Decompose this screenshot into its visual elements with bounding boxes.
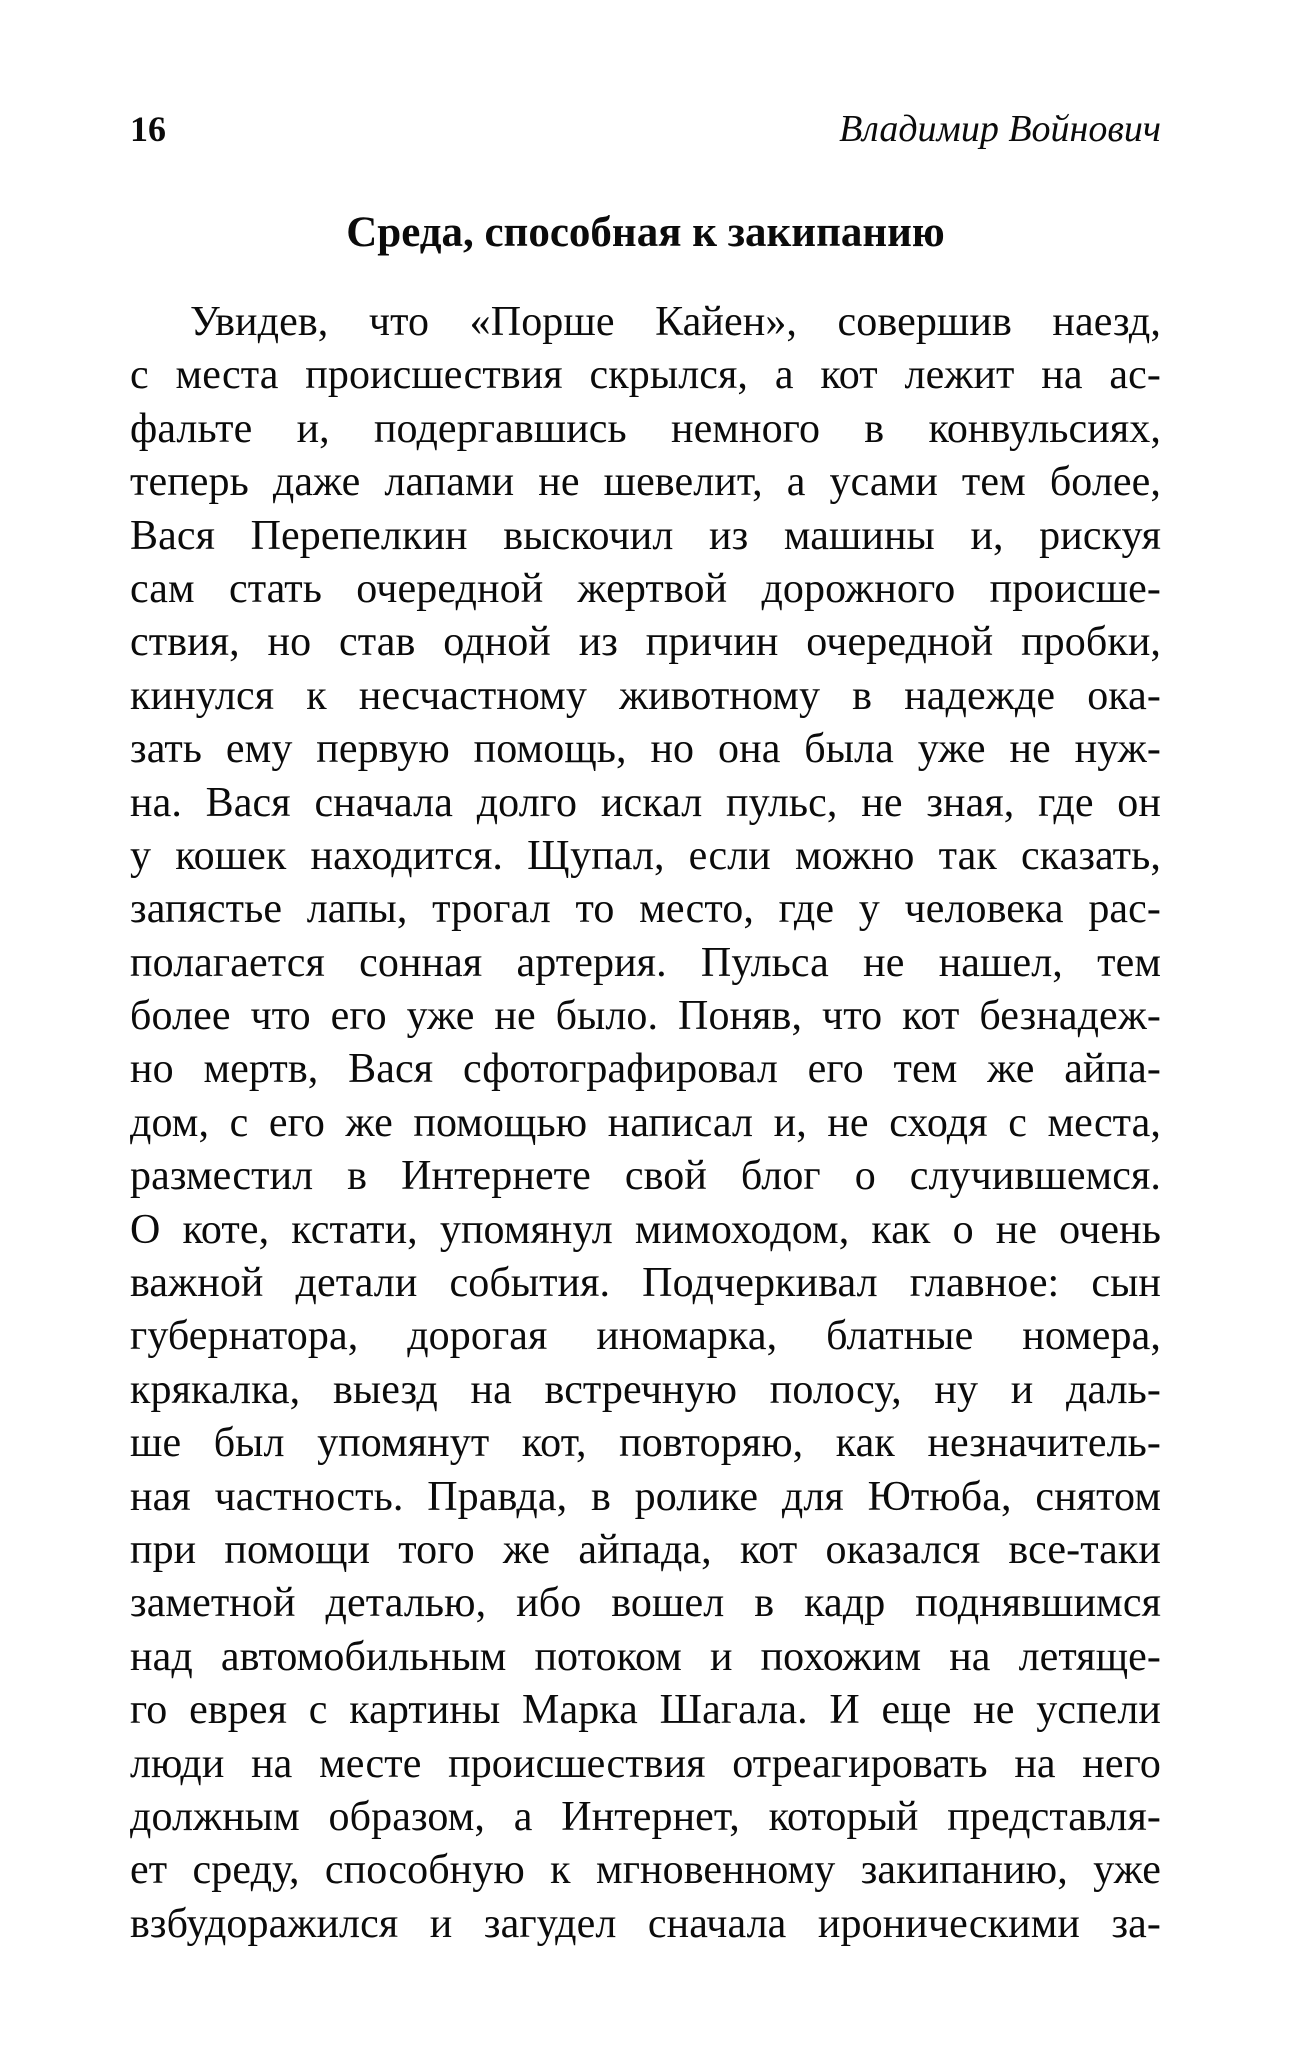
text-line: должным образом, а Интернет, который представля-	[130, 1793, 1161, 1840]
body-text	[130, 296, 1161, 1951]
running-author: Владимир Войнович	[839, 108, 1161, 150]
text-line: ная частность. Правда, в ролике для Ютюба, снятом	[130, 1473, 1161, 1520]
text-line: сам стать очередной жертвой дорожного происше-	[130, 565, 1161, 612]
text-line: кинулся к несчастному животному в надежде ока-	[130, 672, 1161, 719]
running-header	[130, 104, 1161, 154]
text-line: но мертв, Вася сфотографировал его тем же айпа-	[130, 1046, 1161, 1093]
text-line: го еврея с картины Марка Шагала. И еще не успели	[130, 1687, 1161, 1734]
text-line: зать ему первую помощь, но она была уже не нуж-	[130, 726, 1161, 773]
text-line: люди на месте происшествия отреагировать на него	[130, 1740, 1161, 1787]
text-line: у кошек находится. Щупал, если можно так сказать,	[130, 832, 1161, 879]
text-line: с места происшествия скрылся, а кот лежит на ас-	[130, 352, 1161, 399]
text-line: губернатора, дорогая иномарка, блатные номера,	[130, 1313, 1161, 1360]
text-line: крякалка, выезд на встречную полосу, ну и даль-	[130, 1366, 1161, 1413]
text-line: Увидев, что «Порше Кайен», совершив наезд,	[190, 299, 1161, 345]
text-line: фальте и, подергавшись немного в конвульсиях,	[130, 405, 1161, 452]
text-line: заметной деталью, ибо вошел в кадр поднявшимся	[130, 1580, 1161, 1627]
text-line: более что его уже не было. Поняв, что кот безнадеж-	[130, 993, 1161, 1040]
text-line: при помощи того же айпада, кот оказался все-таки	[130, 1526, 1161, 1573]
text-line: ет среду, способную к мгновенному закипанию, уже	[130, 1847, 1161, 1894]
text-line: запястье лапы, трогал то место, где у человека рас-	[130, 886, 1161, 933]
text-line: на. Вася сначала долго искал пульс, не зная, где он	[130, 779, 1161, 826]
text-line: над автомобильным потоком и похожим на летяще-	[130, 1633, 1161, 1680]
chapter-title: Среда, способная к закипанию	[346, 209, 945, 256]
text-line: Вася Перепелкин выскочил из машины и, рискуя	[130, 512, 1161, 559]
text-line: разместил в Интернете свой блог о случившемся.	[130, 1153, 1161, 1200]
page-number: 16	[130, 109, 166, 149]
text-line: взбудоражился и загудел сначала ироническими за-	[130, 1900, 1161, 1947]
text-line: полагается сонная артерия. Пульса не нашел, тем	[130, 939, 1161, 986]
text-line: ствия, но став одной из причин очередной пробки,	[130, 619, 1161, 666]
text-line: теперь даже лапами не шевелит, а усами тем более,	[130, 459, 1161, 506]
text-line: ше был упомянут кот, повторяю, как незначитель-	[130, 1420, 1161, 1467]
text-line: дом, с его же помощью написал и, не сходя с места,	[130, 1099, 1161, 1146]
text-line: важной детали события. Подчеркивал главное: сын	[130, 1260, 1161, 1307]
text-line: О коте, кстати, упомянул мимоходом, как о не очень	[130, 1206, 1161, 1253]
